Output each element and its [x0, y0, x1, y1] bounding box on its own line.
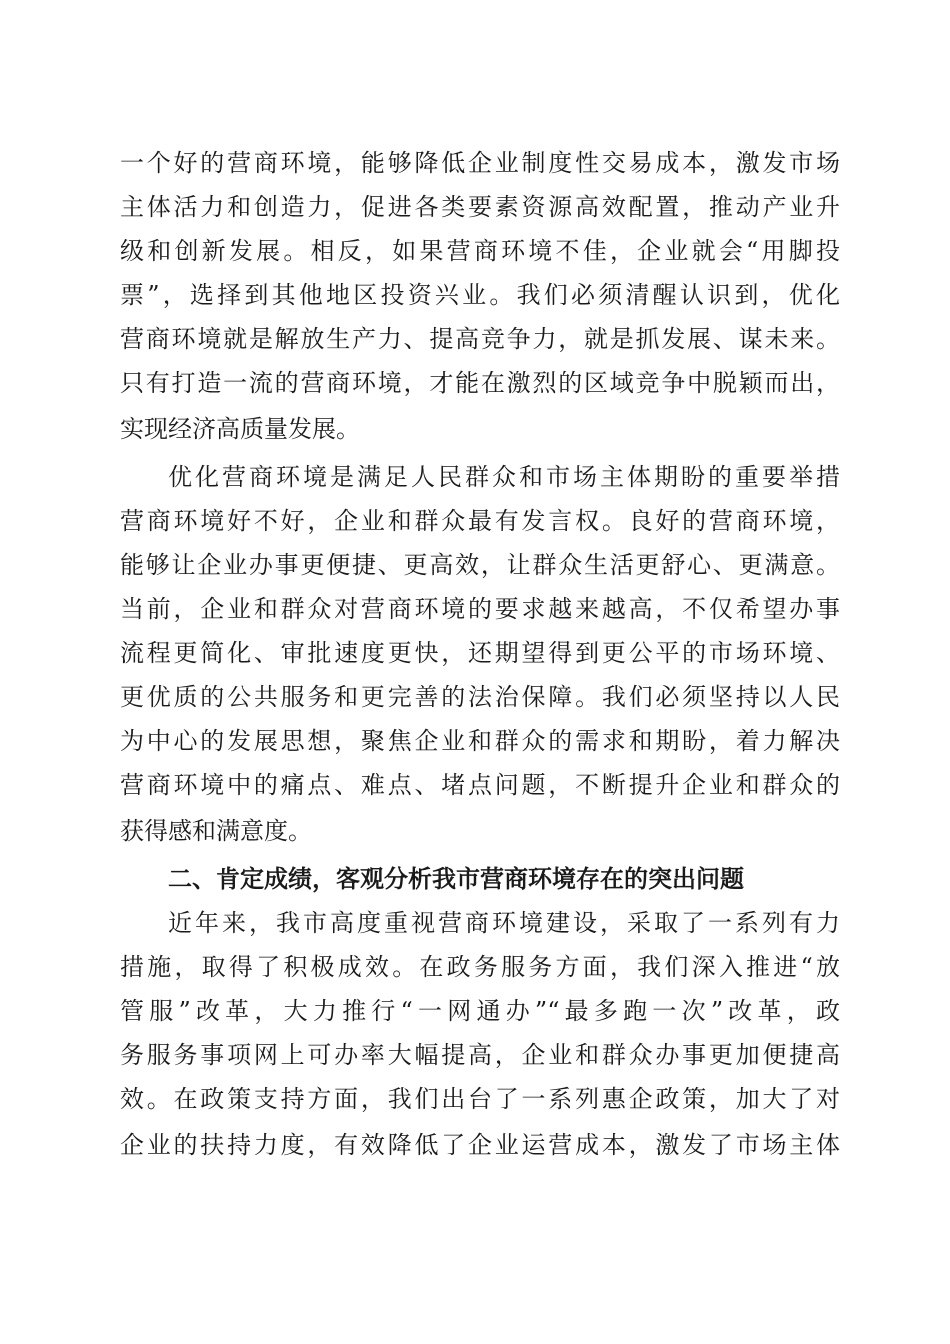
- text-line: 管服”改革，大力推行“一网通办”“最多跑一次”改革，政: [120, 997, 840, 1025]
- text-line: 获得感和满意度。: [120, 817, 312, 845]
- text-line: 营商环境好不好，企业和群众最有发言权。良好的营商环境，: [120, 507, 840, 535]
- text-line: 效。在政策支持方面，我们出台了一系列惠企政策，加大了对: [120, 1085, 840, 1113]
- text-line: 营商环境就是解放生产力、提高竞争力，就是抓发展、谋未来。: [120, 325, 840, 353]
- text-line: 一个好的营商环境，能够降低企业制度性交易成本，激发市场: [120, 149, 840, 177]
- text-line: 为中心的发展思想，聚焦企业和群众的需求和期盼，着力解决: [120, 727, 840, 755]
- text-line: 实现经济高质量发展。: [120, 415, 360, 443]
- text-line: 流程更简化、审批速度更快，还期望得到更公平的市场环境、: [120, 639, 840, 667]
- text-line: 近年来，我市高度重视营商环境建设，采取了一系列有力: [168, 909, 840, 937]
- text-line: 只有打造一流的营商环境，才能在激烈的区域竞争中脱颖而出，: [120, 369, 840, 397]
- text-line: 能够让企业办事更便捷、更高效，让群众生活更舒心、更满意。: [120, 551, 840, 579]
- text-line: 企业的扶持力度，有效降低了企业运营成本，激发了市场主体: [120, 1131, 840, 1159]
- text-line: 更优质的公共服务和更完善的法治保障。我们必须坚持以人民: [120, 683, 840, 711]
- text-line: 营商环境中的痛点、难点、堵点问题，不断提升企业和群众的: [120, 771, 840, 799]
- text-line: 级和创新发展。相反，如果营商环境不佳，企业就会“用脚投: [120, 237, 840, 265]
- text-line: 优化营商环境是满足人民群众和市场主体期盼的重要举措: [168, 463, 840, 491]
- text-line: 措施，取得了积极成效。在政务服务方面，我们深入推进“放: [120, 953, 840, 981]
- text-line: 当前，企业和群众对营商环境的要求越来越高，不仅希望办事: [120, 595, 840, 623]
- text-line: 主体活力和创造力，促进各类要素资源高效配置，推动产业升: [120, 193, 840, 221]
- text-line: 务服务事项网上可办率大幅提高，企业和群众办事更加便捷高: [120, 1041, 840, 1069]
- section-heading: 二、肯定成绩，客观分析我市营商环境存在的突出问题: [168, 865, 744, 893]
- text-line: 票”，选择到其他地区投资兴业。我们必须清醒认识到，优化: [120, 281, 840, 309]
